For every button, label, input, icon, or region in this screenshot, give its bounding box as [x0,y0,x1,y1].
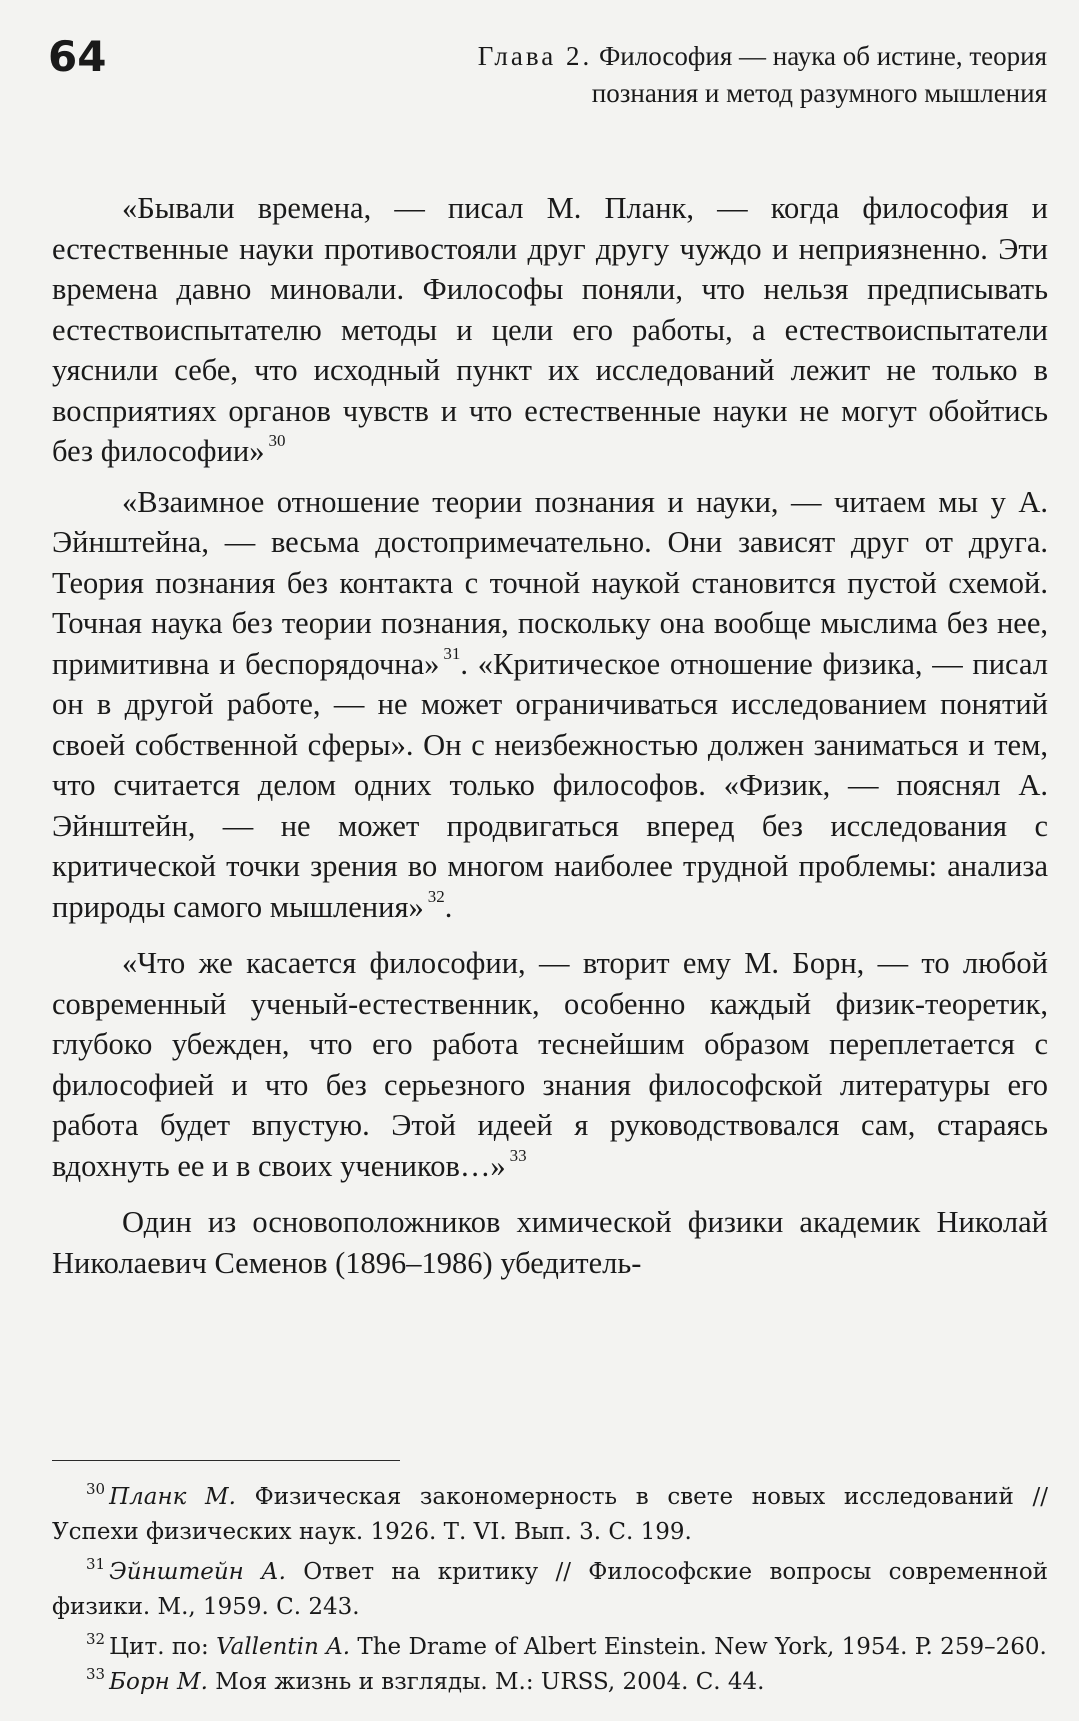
paragraph-einstein-quote [52,482,1048,928]
footnote-number: 30 [86,1480,106,1498]
main-text [52,188,1048,1283]
paragraph-text: . «Критическое отношение физика, — писал он в другой работе, — не может ограничиваться исследованием понятий своей собственной сферы». Он с неизбежностью должен заниматься и тем, что считается делом одних только философов. «Физик, — пояснял А. Эйнштейн, — не может продвигаться вперед без исследования с критической точки зрения во многом наиболее трудной проблемы: анализа природы самого мышления» [52,646,1048,924]
footnote-author: Планк М. [109,1484,236,1510]
footnote-32 [52,1630,1048,1665]
footnote-number: 31 [86,1555,106,1573]
paragraph-text: «Взаимное отношение теории познания и науки, — читаем мы у А. Эйнштейна, — весьма достопримечательно. Они зависят друг от друга. Теория познания без контакта с точной наукой становится пустой схемой. Точная наука без теории познания, поскольку она вообще мыслима без нее, примитивна и беспорядочна» [52,484,1048,681]
footnote-text: The Drame of Albert Einstein. New York, 1954. P. 259–260. [350,1634,1047,1660]
footnotes [52,1480,1048,1699]
footnote-31 [52,1555,1048,1624]
footnote-ref-31: 31 [443,643,461,663]
footnote-ref-30: 30 [268,431,286,450]
footnote-ref-33: 33 [509,1145,527,1165]
paragraph-born-quote [52,943,1048,1186]
footnote-text: Моя жизнь и взгляды. М.: URSS, 2004. С. 44. [207,1668,765,1695]
paragraph-text: «Что же касается философии, — вторит ему М. Борн, — то любой современный ученый-естественник, особенно каждый физик-теоретик, глубоко убежден, что его работа теснейшим образом переплетается с философией и что без серьезного знания философской литературы его работа будет впустую. Этой идеей я руководствовался сам, стараясь вдохнуть ее и в своих учеников…» [52,946,1048,1183]
footnote-divider [52,1460,400,1461]
footnote-prefix: Цит. по: [109,1634,217,1660]
running-header-line-1 [300,38,1047,75]
chapter-label: Глава 2. [477,41,593,71]
paragraph-text: «Бывали времена, — писал М. Планк, — когда философия и естественные науки противостояли друг другу чуждо и неприязненно. Эти времена давно миновали. Философы поняли, что нельзя предписывать естествоиспытателю методы и цели его работы, а естествоиспытатели уяснили себе, что исходный пункт их исследований лежит не только в восприятиях органов чувств и что естественные науки не могут обойтись без философии» [52,191,1048,468]
paragraph-text: Один из основоположников химической физики академик Николай Николаевич Семенов (1896–1986) убедитель- [52,1205,1048,1280]
page-number: 64 [48,32,107,81]
running-header [300,38,1047,112]
chapter-title-line-1: Философия — наука об истине, теория [598,41,1047,71]
footnote-30 [52,1480,1048,1549]
footnote-text: Ответ на критику // Философские вопросы современной физики. М., 1959. С. 243. [52,1559,1048,1620]
footnote-author: Vallentin A. [216,1634,351,1660]
footnote-number: 32 [86,1630,106,1648]
footnote-author: Эйнштейн А. [109,1559,286,1585]
chapter-title-line-2: познания и метод разумного мышления [591,78,1047,108]
footnote-text: Физическая закономерность в свете новых исследований // Успехи физических наук. 1926. Т. VI. Вып. 3. С. 199. [52,1484,1048,1545]
paragraph-end-punctuation: . [444,889,453,924]
paragraph-semenov [52,1202,1048,1283]
footnote-33 [52,1665,1048,1700]
paragraph-planck-quote [52,188,1048,472]
footnote-number: 33 [86,1664,106,1683]
footnote-ref-32: 32 [427,886,445,906]
footnote-author: Борн М. [109,1668,208,1695]
